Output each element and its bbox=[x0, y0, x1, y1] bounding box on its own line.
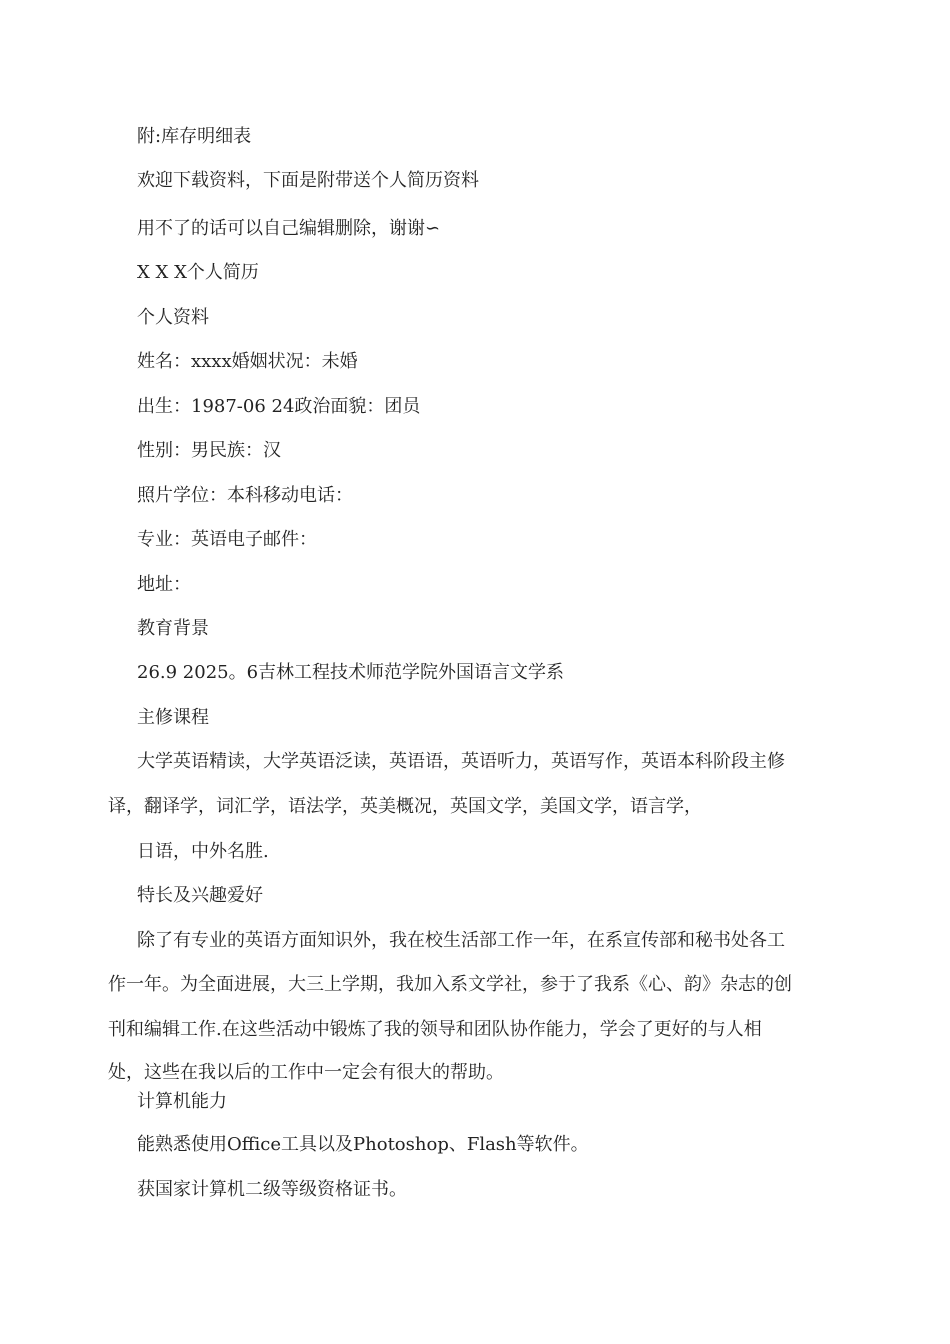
skills-paragraph-line: 作一年。为全面进展，大三上学期，我加入系文学社，参于了我系《心、韵》杂志的创 bbox=[108, 974, 792, 995]
section-heading-personal: 个人资料 bbox=[137, 307, 209, 328]
edit-note: 用不了的话可以自己编辑删除，谢谢∽ bbox=[137, 218, 441, 239]
education-entry: 26.9 2025。6吉林工程技术师范学院外国语言文学系 bbox=[137, 662, 565, 683]
courses-line: 日语，中外名胜. bbox=[137, 841, 269, 862]
computer-skill-line: 能熟悉使用Office工具以及Photoshop、Flash等软件。 bbox=[137, 1134, 589, 1155]
info-address: 地址： bbox=[137, 574, 191, 595]
info-major: 专业：英语电子邮件： bbox=[137, 529, 317, 550]
skills-paragraph-line: 除了有专业的英语方面知识外，我在校生活部工作一年，在系宣传部和秘书处各工 bbox=[137, 930, 785, 951]
info-birth: 出生：1987-06 24政治面貌：团员 bbox=[137, 396, 421, 417]
info-degree: 照片学位：本科移动电话： bbox=[137, 485, 353, 506]
section-heading-courses: 主修课程 bbox=[137, 707, 209, 728]
resume-title: X X X个人简历 bbox=[137, 262, 259, 283]
courses-line: 译，翻译学，词汇学，语法学，英美概况，英国文学，美国文学，语言学， bbox=[108, 796, 702, 817]
skills-paragraph-line: 刊和编辑工作.在这些活动中锻炼了我的领导和团队协作能力，学会了更好的与人相 bbox=[108, 1019, 762, 1040]
computer-cert-line: 获国家计算机二级等级资格证书。 bbox=[137, 1179, 407, 1200]
skills-paragraph-line: 处，这些在我以后的工作中一定会有很大的帮助。 bbox=[108, 1062, 504, 1083]
attachment-note: 附:库存明细表 bbox=[137, 126, 252, 147]
info-name: 姓名：xxxx婚姻状况：未婚 bbox=[137, 351, 358, 372]
section-heading-skills: 特长及兴趣爱好 bbox=[137, 885, 263, 906]
section-heading-computer: 计算机能力 bbox=[137, 1091, 227, 1112]
section-heading-education: 教育背景 bbox=[137, 618, 209, 639]
info-gender: 性别：男民族：汉 bbox=[137, 440, 281, 461]
welcome-text: 欢迎下载资料，下面是附带送个人简历资料 bbox=[137, 170, 479, 191]
courses-line: 大学英语精读，大学英语泛读，英语语，英语听力，英语写作，英语本科阶段主修 bbox=[137, 751, 785, 772]
